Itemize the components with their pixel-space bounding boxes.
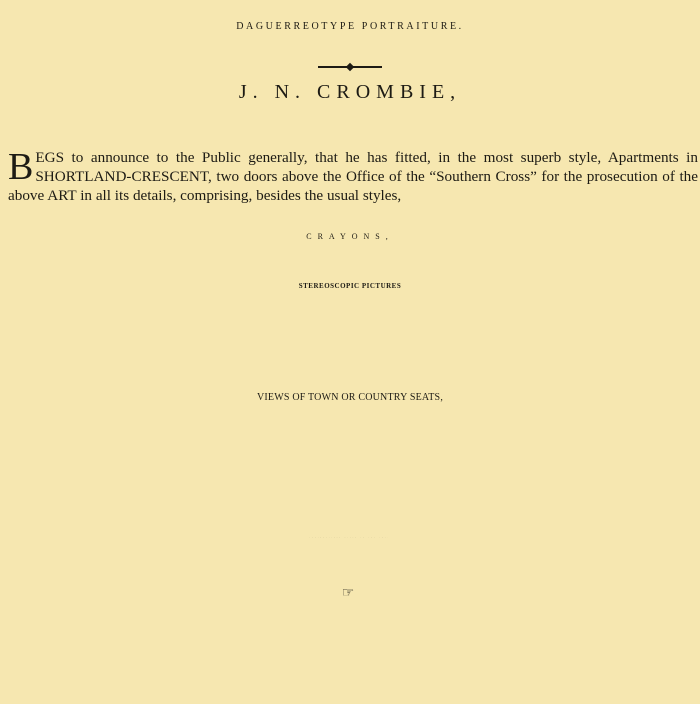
intro-text: EGS to announce to the Public generally, that he has fitted, in the most superb style, Apartments in SHORTLAND-CRESCENT, two doors above the Office of the “Southern Cross” for the prosecution of the above ART in all its details, comprising, besides the usual styles, xyxy=(8,149,698,204)
public-invitation xyxy=(0,587,700,601)
drop-cap: B xyxy=(8,146,34,188)
pointing-hand-icon: ☞ xyxy=(341,586,355,601)
proprietor-name: J. N. CROMBIE, xyxy=(238,81,462,103)
views-heading: VIEWS OF TOWN OR COUNTRY SEATS, xyxy=(256,392,444,403)
ornamental-rule xyxy=(318,66,382,68)
intro-paragraph xyxy=(8,148,698,205)
crayons-heading: CRAYONS, xyxy=(306,232,394,241)
headline: DAGUERREOTYPE PORTRAITURE. xyxy=(236,21,464,32)
instructions-heading xyxy=(0,538,700,539)
stereoscopic-heading: STEREOSCOPIC PICTURES xyxy=(298,282,402,290)
